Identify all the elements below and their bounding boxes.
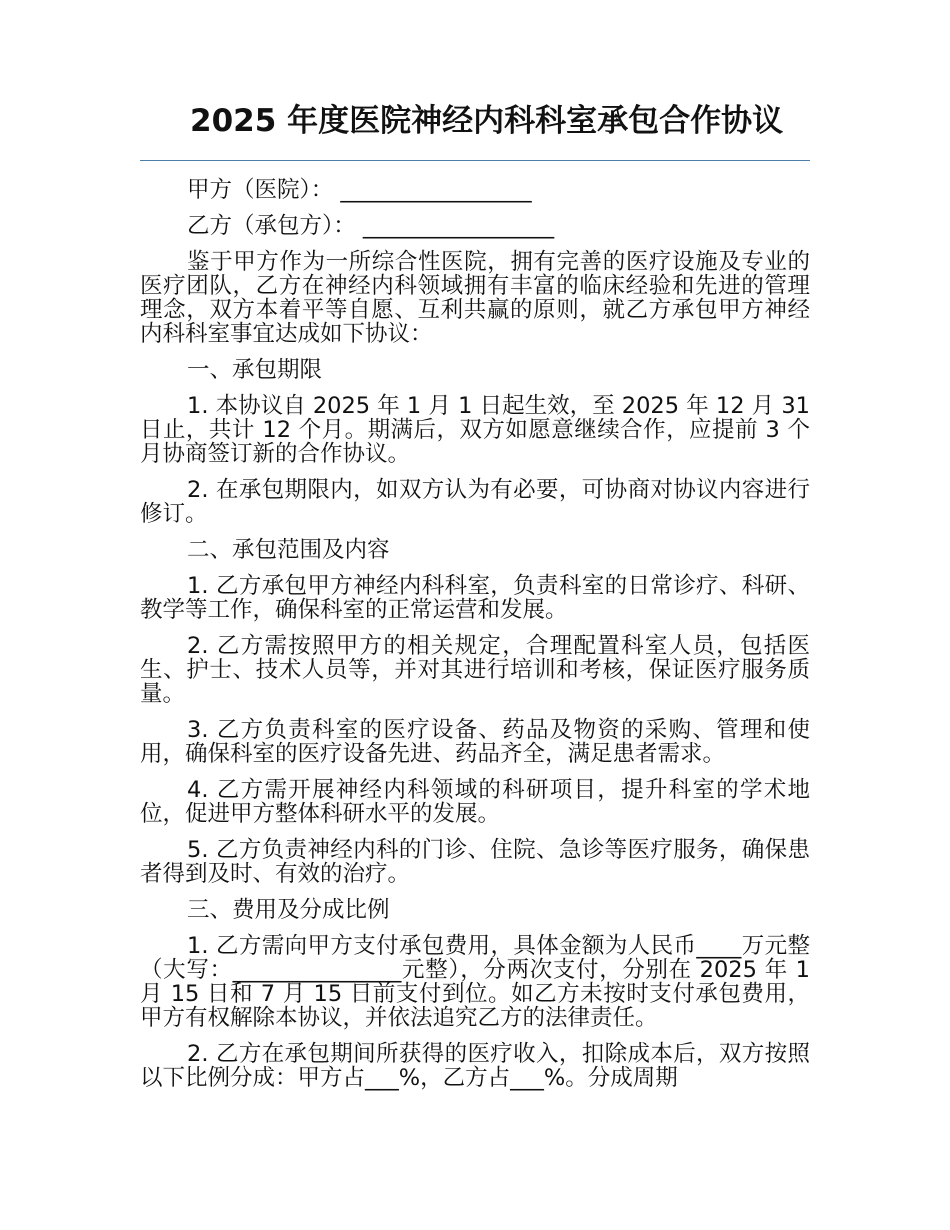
section-heading-term: 一、承包期限 xyxy=(187,357,323,383)
clause-scope-4: 4. 乙方需开展神经内科领域的科研项目，提升科室的学术地位，促进甲方整体科研水平的发展。 xyxy=(140,777,810,827)
clause-scope-1: 1. 乙方承包甲方神经内科科室，负责科室的日常诊疗、科研、教学等工作，确保科室的正常运营和发展。 xyxy=(140,573,810,623)
clause-scope-5: 5. 乙方负责神经内科的门诊、住院、急诊等医疗服务，确保患者得到及时、有效的治疗。 xyxy=(140,837,810,887)
document-title: 2025 年度医院神经内科科室承包合作协议 xyxy=(190,103,784,139)
clause-fees-2: 2. 乙方在承包期间所获得的医疗收入，扣除成本后，双方按照以下比例分成：甲方占___%，乙方占___%。分成周期 xyxy=(140,1041,810,1091)
title-underline xyxy=(140,160,810,161)
party-b-blank: _________________ xyxy=(362,213,555,239)
document-body xyxy=(140,178,810,1102)
clause-fees-1: 1. 乙方需向甲方支付承包费用，具体金额为人民币____万元整（大写：_______________元整），分两次支付，分别在 2025 年 1 月 15 日和 7 月 15 日前支付到位。如乙方未按时支付承包费用，甲方有权解除本协议，并依法追究乙方的法律责任。 xyxy=(140,933,810,1031)
section-heading-scope: 二、承包范围及内容 xyxy=(187,537,390,563)
party-a-blank: _________________ xyxy=(340,177,532,203)
party-b-label: 乙方（承包方）： xyxy=(187,213,356,239)
section-heading-fees: 三、费用及分成比例 xyxy=(187,897,390,923)
clause-term-1: 1. 本协议自 2025 年 1 月 1 日起生效，至 2025 年 12 月 31 日止，共计 12 个月。期满后，双方如愿意继续合作，应提前 3 个月协商签订新的合作协议。 xyxy=(140,393,810,467)
clause-term-2: 2. 在承包期限内，如双方认为有必要，可协商对协议内容进行修订。 xyxy=(140,477,810,527)
preamble-paragraph: 鉴于甲方作为一所综合性医院，拥有完善的医疗设施及专业的医疗团队，乙方在神经内科领域拥有丰富的临床经验和先进的管理理念，双方本着平等自愿、互利共赢的原则，就乙方承包甲方神经内科科室事宜达成如下协议： xyxy=(140,249,810,347)
party-a-line xyxy=(140,178,810,202)
party-b-line xyxy=(140,214,810,238)
clause-scope-3: 3. 乙方负责科室的医疗设备、药品及物资的采购、管理和使用，确保科室的医疗设备先进、药品齐全，满足患者需求。 xyxy=(140,717,810,767)
party-a-label: 甲方（医院）： xyxy=(187,177,334,203)
clause-scope-2: 2. 乙方需按照甲方的相关规定，合理配置科室人员，包括医生、护士、技术人员等，并对其进行培训和考核，保证医疗服务质量。 xyxy=(140,633,810,707)
